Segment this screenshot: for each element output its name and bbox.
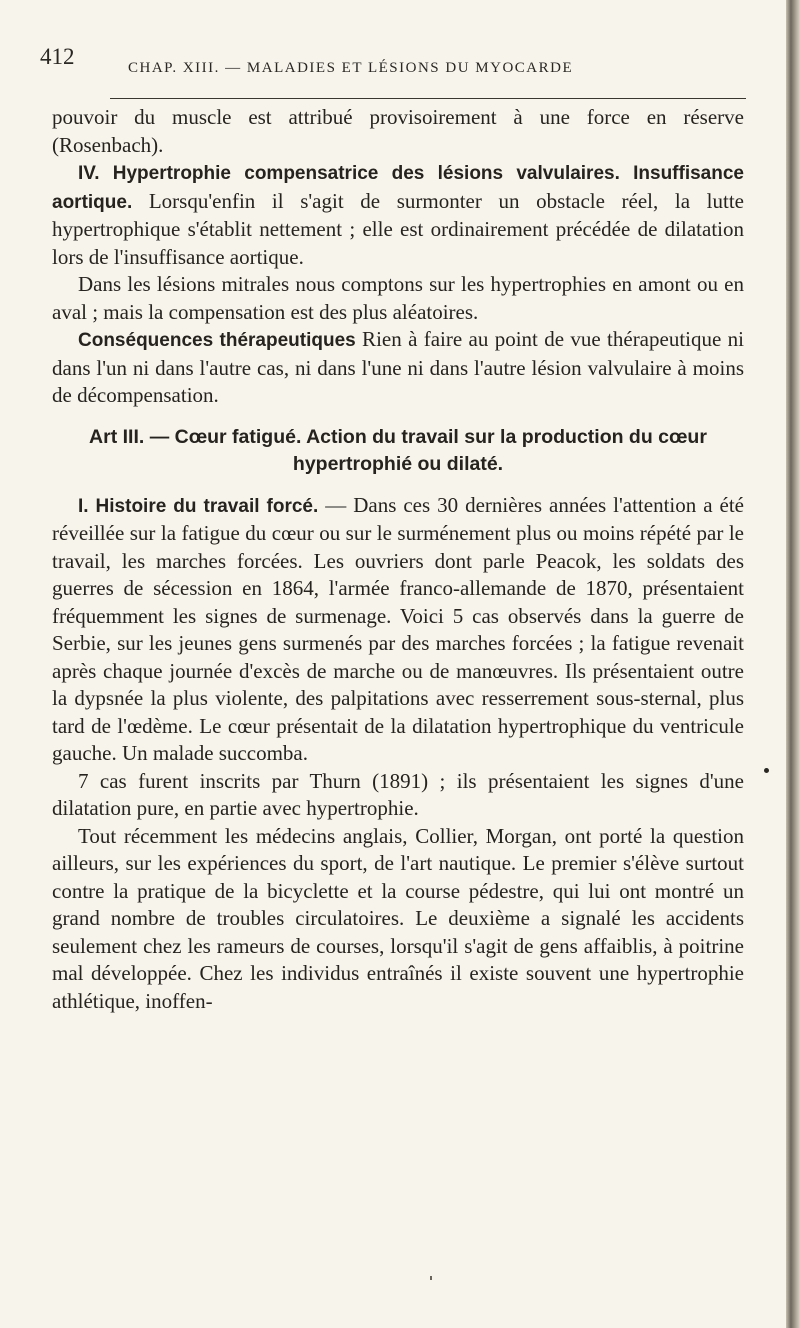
paragraph-mitral: Dans les lésions mitrales nous comptons sur les hypertrophies en amont ou en aval ; mais la compensation est des plus aléatoires. [52,272,744,324]
paragraph-english-doctors: Tout récemment les médecins anglais, Collier, Morgan, ont porté la question ailleurs, sur les expériences du sport, de l'art nautique. Le premier s'élève surtout contre la pratique de la bicyclette et la course pédestre, qui lui ont montré un grand nombre de troubles circulatoires. Le deuxième a signalé les accidents seulement chez les rameurs de courses, lorsqu'il s'agit de gens affaiblis, à poitrine mal développée. Chez les individus entraînés il existe souvent une hypertrophie athlétique, inoffen- [52,823,744,1013]
ink-spot [430,1276,432,1280]
header-rule [110,98,746,99]
page-edge-shadow [786,0,800,1328]
spacer [52,410,744,424]
paragraph-history-text: — Dans ces 30 dernières années l'attention a été réveillée sur la fatigue du cœur ou sur le surménement plus ou moins répété par le travail, les marches forcées. Les ouvriers dont parle Peacok, les soldats des guerres de sécession en 1864, l'armée franco-allemande de 1870, présentaient fréquemment les signes de surmenage. Voici 5 cas observés dans la guerre de Serbie, sur les jeunes gens surmenés par des marches forcées ; la fatigue revenait après chaque journée d'excès de marche ou de manœuvres. Ils présentaient outre la dypsnée la plus violente, des palpitations avec resserrement sous-sternal, plus tard de l'œdème. Le cœur présentait de la dilatation hypertrophique du ventricule gauche. Un malade succomba. [52,492,744,765]
paragraph-therapeutic-text: Rien à faire au point de vue thérapeutique ni dans l'un ni dans l'autre cas, ni dans l'une ni dans l'autre lésion valvulaire à moins de décompensation. [52,327,744,407]
running-title: CHAP. XIII. — MALADIES ET LÉSIONS DU MYOCARDE [128,60,574,76]
spacer [52,478,744,492]
paragraph-hypertrophy-text: Lorsqu'enfin il s'agit de surmonter un obstacle réel, la lutte hypertrophique s'établit nettement ; elle est ordinairement précédée de dilatation lors de l'insuffisance aortique. [52,188,744,269]
page-body [52,104,744,1015]
section-heading-hypertrophy: IV. Hypertrophie compensatrice des lésions valvulaires. Insuffisance aortique. [52,163,744,213]
page-number: 412 [40,44,75,69]
paragraph-continuation: pouvoir du muscle est attribué provisoirement à une force en réserve (Rosenbach). [52,105,744,157]
article-title: Art III. — Cœur fatigué. Action du travail sur la production du cœur hypertrophié ou dilaté. [89,425,707,475]
paragraph-thurn: 7 cas furent inscrits par Thurn (1891) ; ils présentaient les signes d'une dilatation pure, en partie avec hypertrophie. [52,768,744,820]
section-heading-therapeutic: Conséquences thérapeutiques [78,330,356,351]
paragraph-history [52,492,744,768]
paragraph-hypertrophy [52,159,744,271]
ink-spot [764,768,769,773]
section-heading-history: I. Histoire du travail forcé. [78,495,319,517]
paragraph-therapeutic [52,326,744,410]
